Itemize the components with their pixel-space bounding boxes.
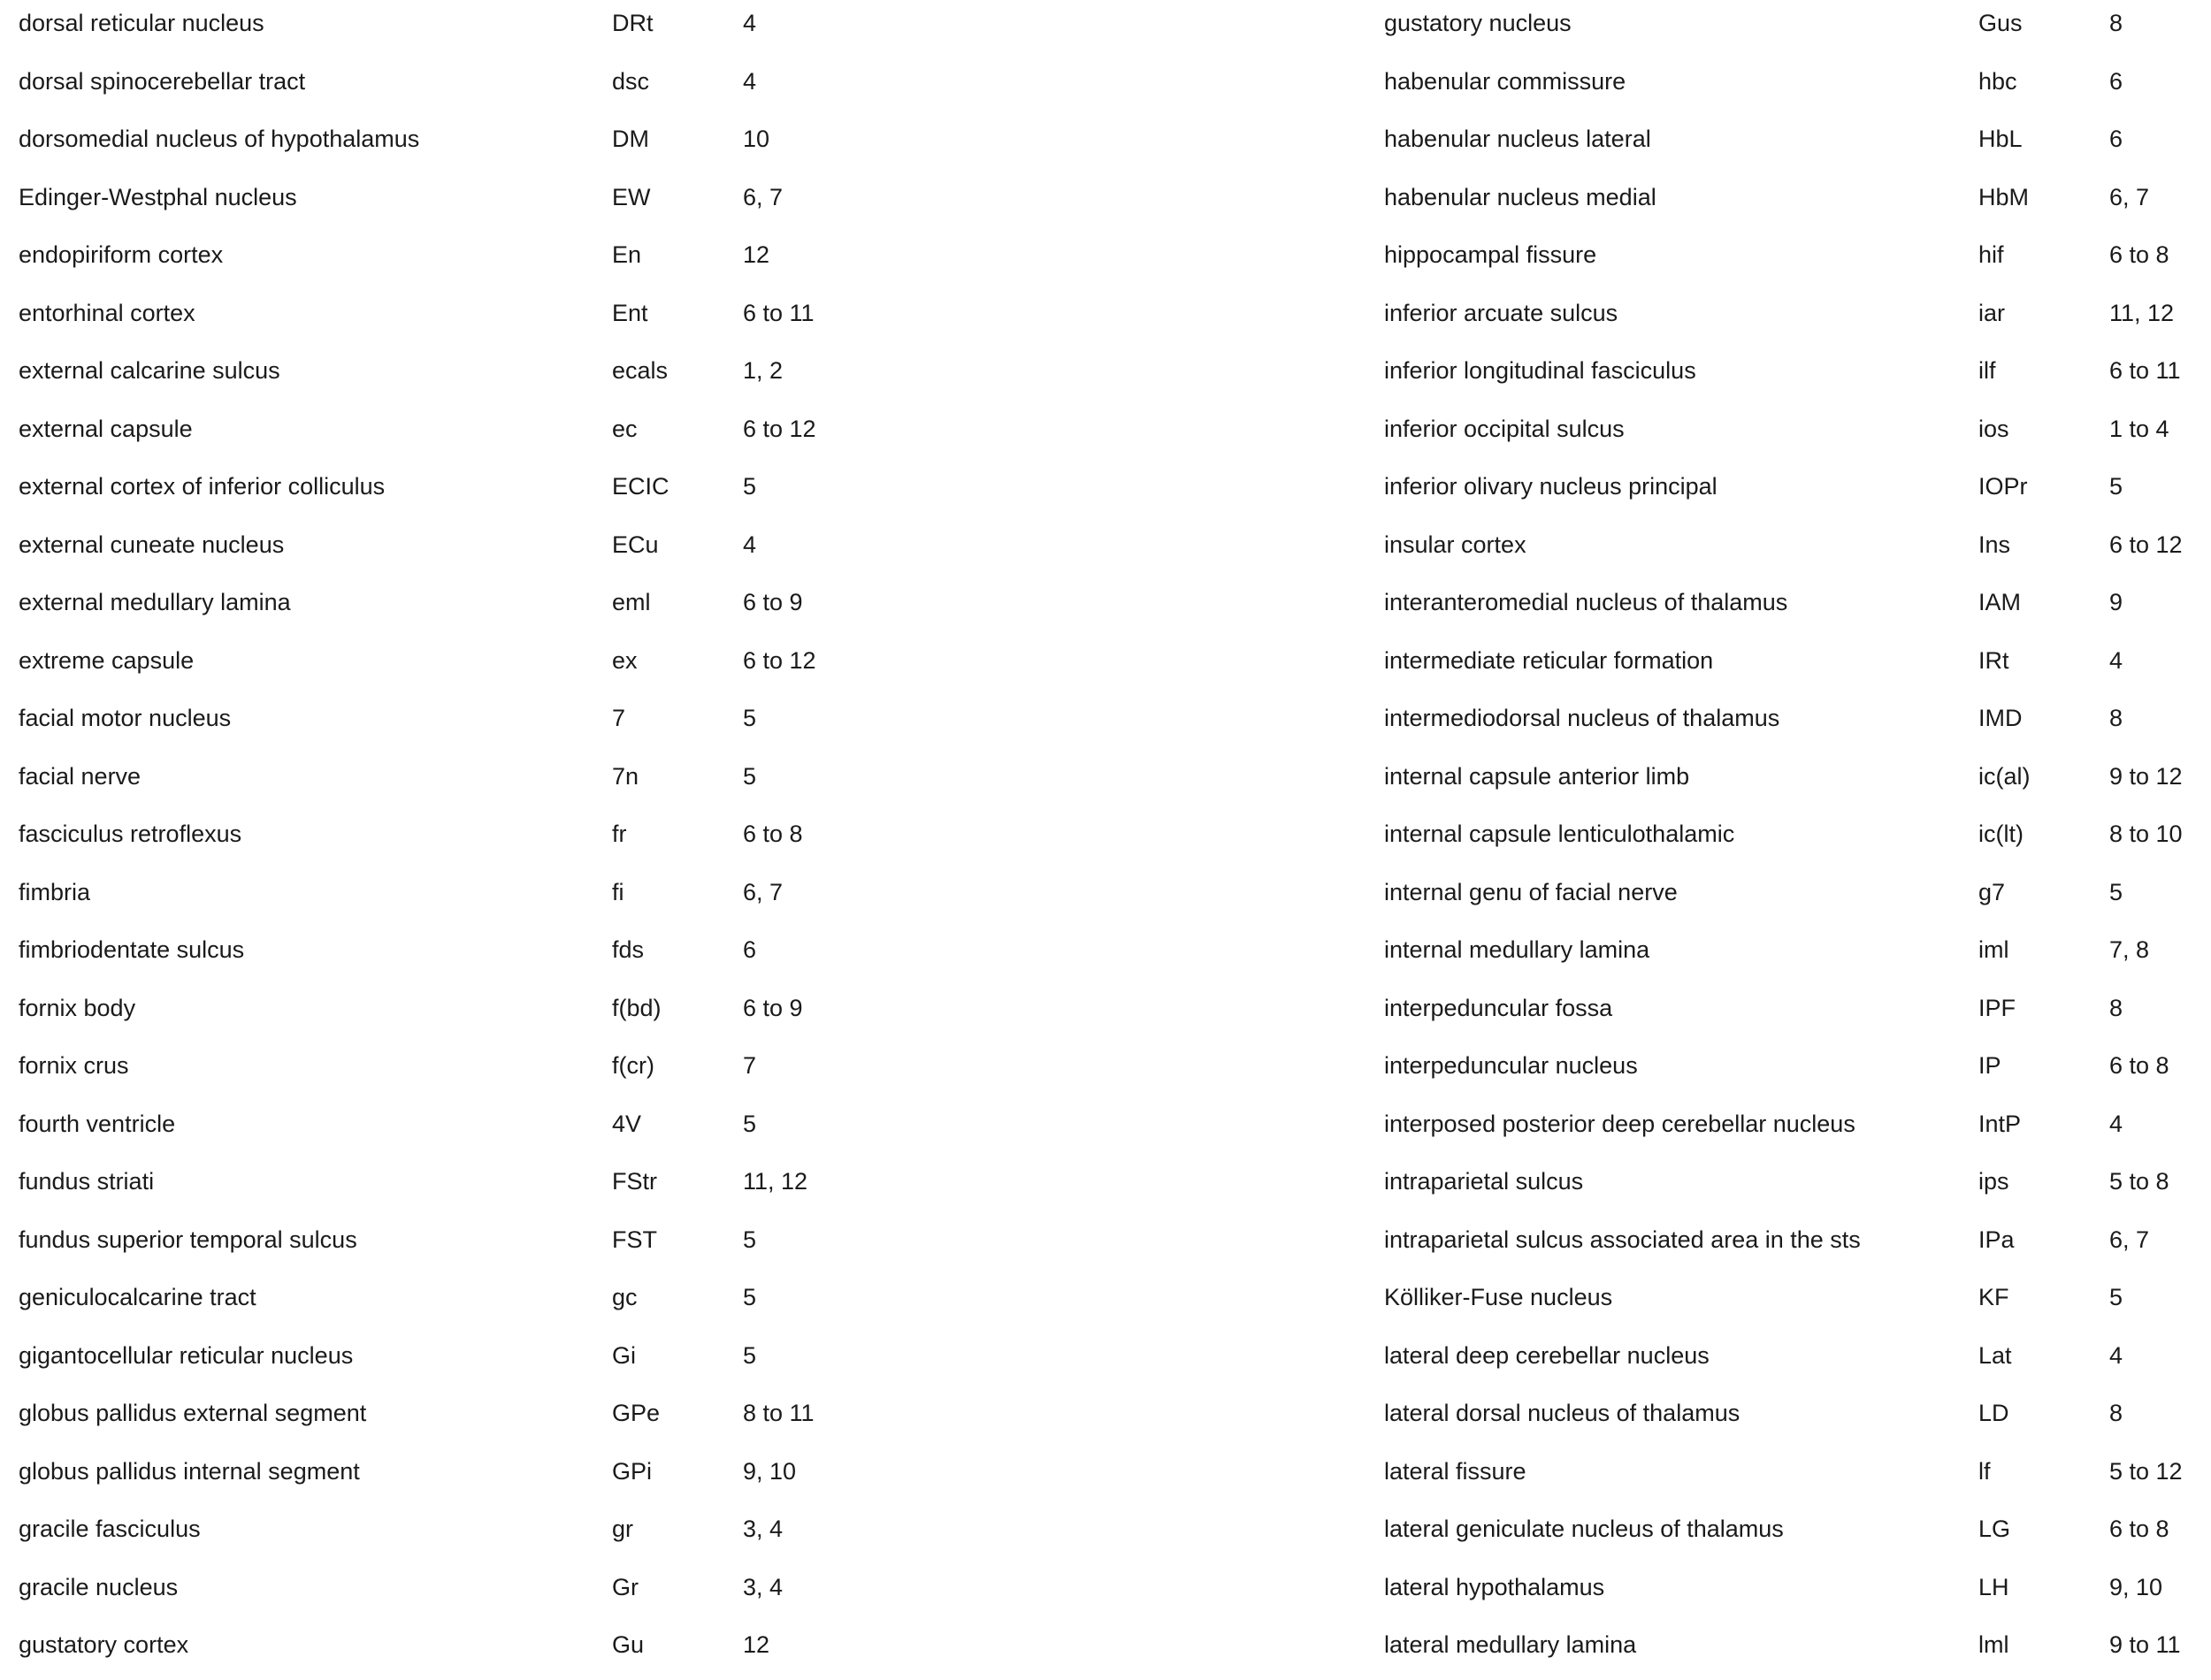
structure-name: extreme capsule: [19, 646, 195, 674]
figure-numbers: 6 to 9: [743, 589, 803, 615]
abbreviation: IP: [1978, 1052, 2001, 1079]
abbreviation: Lat: [1978, 1341, 2012, 1369]
structure-name: interpeduncular nucleus: [1384, 1052, 1638, 1079]
figure-numbers: 6 to 12: [743, 415, 816, 442]
abbreviation: EW: [612, 183, 651, 210]
figure-numbers: 11, 12: [743, 1168, 808, 1195]
figure-numbers: 5: [743, 762, 757, 790]
abbreviation: IAM: [1978, 589, 2022, 615]
abbreviation: HbM: [1978, 183, 2030, 210]
figure-numbers: 5: [2109, 878, 2123, 905]
structure-name: geniculocalcarine tract: [19, 1284, 256, 1310]
structure-name: fundus superior temporal sulcus: [19, 1226, 357, 1253]
structure-name: lateral geniculate nucleus of thalamus: [1384, 1516, 1784, 1542]
figure-numbers: 6, 7: [743, 183, 784, 210]
figure-numbers: 5: [743, 1110, 757, 1137]
figure-numbers: 5 to 12: [2109, 1457, 2183, 1485]
abbreviation: FStr: [612, 1168, 657, 1195]
structure-name: internal capsule anterior limb: [1384, 762, 1690, 790]
figure-numbers: 6 to 8: [2109, 1516, 2169, 1542]
figure-numbers: 6 to 12: [743, 646, 816, 674]
figure-numbers: 6: [2109, 126, 2123, 152]
structure-name: lateral dorsal nucleus of thalamus: [1384, 1400, 1740, 1426]
abbreviation: lml: [1978, 1631, 2009, 1658]
structure-name: fimbria: [19, 878, 91, 905]
abbreviation: IRt: [1978, 646, 2009, 674]
figure-numbers: 6 to 11: [2109, 357, 2181, 384]
structure-name: facial motor nucleus: [19, 705, 232, 731]
figure-numbers: 10: [743, 126, 770, 152]
abbreviation: DRt: [612, 10, 654, 36]
abbreviation: ic(al): [1978, 762, 2031, 790]
abbreviation: ic(lt): [1978, 821, 2024, 847]
abbreviation: ios: [1978, 415, 2009, 442]
figure-numbers: 8 to 11: [743, 1400, 815, 1426]
figure-numbers: 4: [2109, 1341, 2123, 1369]
structure-name: Edinger-Westphal nucleus: [19, 183, 297, 210]
abbreviation: dsc: [612, 67, 650, 95]
structure-name: external cuneate nucleus: [19, 531, 285, 558]
figure-numbers: 9 to 12: [2109, 762, 2183, 790]
figure-numbers: 3, 4: [743, 1516, 784, 1542]
abbreviation: Gi: [612, 1341, 636, 1369]
structure-name: fimbriodentate sulcus: [19, 936, 245, 963]
structure-name: dorsal reticular nucleus: [19, 10, 264, 36]
figure-numbers: 6: [2109, 67, 2123, 95]
structure-name: fundus striati: [19, 1168, 155, 1195]
figure-numbers: 6 to 8: [2109, 241, 2169, 268]
figure-numbers: 3, 4: [743, 1573, 784, 1600]
structure-name: fornix body: [19, 994, 136, 1021]
structure-name: facial nerve: [19, 762, 142, 790]
structure-name: gustatory cortex: [19, 1631, 189, 1658]
abbreviation: FST: [612, 1226, 657, 1253]
figure-numbers: 4: [743, 531, 757, 558]
abbreviation: fr: [612, 821, 627, 847]
structure-name: fourth ventricle: [19, 1110, 176, 1137]
abbreviation: IPa: [1978, 1226, 2015, 1253]
abbreviation: fi: [612, 878, 624, 905]
figure-numbers: 4: [2109, 1110, 2123, 1137]
structure-name: gigantocellular reticular nucleus: [19, 1341, 354, 1369]
structure-name: gracile fasciculus: [19, 1516, 201, 1542]
structure-name: external cortex of inferior colliculus: [19, 473, 386, 500]
structure-name: globus pallidus external segment: [19, 1400, 367, 1426]
figure-numbers: 8 to 10: [2109, 821, 2183, 847]
figure-numbers: 1, 2: [743, 357, 784, 384]
figure-numbers: 12: [743, 1631, 770, 1658]
structure-name: intermediodorsal nucleus of thalamus: [1384, 705, 1780, 731]
figure-numbers: 6 to 8: [743, 821, 803, 847]
abbreviation: 4V: [612, 1110, 642, 1137]
structure-name: entorhinal cortex: [19, 299, 195, 326]
abbreviation: g7: [1978, 878, 2006, 905]
structure-name: internal genu of facial nerve: [1384, 878, 1678, 905]
abbreviation: iar: [1978, 299, 2006, 326]
figure-numbers: 6, 7: [2109, 1226, 2150, 1253]
figure-numbers: 5: [2109, 1284, 2123, 1310]
structure-name: globus pallidus internal segment: [19, 1457, 360, 1485]
abbreviation: Ins: [1978, 531, 2011, 558]
figure-numbers: 6, 7: [2109, 183, 2150, 210]
structure-name: interanteromedial nucleus of thalamus: [1384, 589, 1788, 615]
abbreviation: HbL: [1978, 126, 2023, 152]
figure-numbers: 7: [743, 1052, 757, 1079]
abbreviation: gc: [612, 1284, 638, 1310]
figure-numbers: 5: [743, 1341, 757, 1369]
structure-name: external capsule: [19, 415, 193, 442]
abbreviation: LD: [1978, 1400, 2009, 1426]
structure-name: external calcarine sulcus: [19, 357, 280, 384]
figure-numbers: 8: [2109, 994, 2123, 1021]
structure-name: internal capsule lenticulothalamic: [1384, 821, 1735, 847]
structure-name: intraparietal sulcus associated area in the sts: [1384, 1226, 1861, 1253]
figure-numbers: 8: [2109, 10, 2123, 36]
abbreviation: IPF: [1978, 994, 2016, 1021]
figure-numbers: 9, 10: [743, 1457, 797, 1485]
abbreviation: GPe: [612, 1400, 661, 1426]
structure-name: fornix crus: [19, 1052, 129, 1079]
abbreviation: LH: [1978, 1573, 2009, 1600]
structure-name: endopiriform cortex: [19, 241, 224, 268]
abbreviation: IntP: [1978, 1110, 2022, 1137]
structure-name: dorsal spinocerebellar tract: [19, 67, 306, 95]
abbreviation: 7: [612, 705, 626, 731]
figure-numbers: 8: [2109, 705, 2123, 731]
abbreviation: KF: [1978, 1284, 2009, 1310]
structure-name: lateral fissure: [1384, 1457, 1526, 1485]
abbreviation: hbc: [1978, 67, 2017, 95]
figure-numbers: 9, 10: [2109, 1573, 2163, 1600]
abbreviation: ECu: [612, 531, 659, 558]
figure-numbers: 9 to 11: [2109, 1631, 2181, 1658]
abbreviation: f(cr): [612, 1052, 654, 1079]
figure-numbers: 1 to 4: [2109, 415, 2169, 442]
abbreviation: lf: [1978, 1457, 1991, 1485]
structure-name: intraparietal sulcus: [1384, 1168, 1584, 1195]
figure-numbers: 6 to 12: [2109, 531, 2183, 558]
structure-name: inferior longitudinal fasciculus: [1384, 357, 1696, 384]
structure-name: internal medullary lamina: [1384, 936, 1650, 963]
figure-numbers: 6 to 11: [743, 299, 815, 326]
figure-numbers: 4: [743, 67, 757, 95]
figure-numbers: 6 to 8: [2109, 1052, 2169, 1079]
abbreviation: hif: [1978, 241, 2004, 268]
abbreviation: iml: [1978, 936, 2009, 963]
figure-numbers: 4: [2109, 646, 2123, 674]
structure-name: lateral medullary lamina: [1384, 1631, 1637, 1658]
figure-numbers: 8: [2109, 1400, 2123, 1426]
abbreviation: f(bd): [612, 994, 662, 1021]
abbreviation: ips: [1978, 1168, 2009, 1195]
abbreviation: gr: [612, 1516, 634, 1542]
abbreviation: Ent: [612, 299, 648, 326]
figure-numbers: 5 to 8: [2109, 1168, 2169, 1195]
structure-name: habenular nucleus lateral: [1384, 126, 1651, 152]
abbreviation: GPi: [612, 1457, 653, 1485]
figure-numbers: 5: [743, 473, 757, 500]
abbreviation: IMD: [1978, 705, 2023, 731]
abbreviation: En: [612, 241, 642, 268]
abbreviation: 7n: [612, 762, 639, 790]
structure-name: gustatory nucleus: [1384, 10, 1572, 36]
structure-name: intermediate reticular formation: [1384, 646, 1714, 674]
abbreviation: LG: [1978, 1516, 2011, 1542]
structure-name: external medullary lamina: [19, 589, 291, 615]
structure-name: gracile nucleus: [19, 1573, 179, 1600]
structure-name: interposed posterior deep cerebellar nucleus: [1384, 1110, 1855, 1137]
abbreviation: DM: [612, 126, 649, 152]
abbreviation: Gr: [612, 1573, 639, 1600]
figure-numbers: 5: [743, 1284, 757, 1310]
abbreviation: ilf: [1978, 357, 1996, 384]
abbreviation: ECIC: [612, 473, 669, 500]
structure-name: fasciculus retroflexus: [19, 821, 242, 847]
figure-numbers: 11, 12: [2109, 299, 2175, 326]
figure-numbers: 6: [743, 936, 757, 963]
figure-numbers: 5: [743, 1226, 757, 1253]
figure-numbers: 6 to 9: [743, 994, 803, 1021]
figure-numbers: 9: [2109, 589, 2123, 615]
figure-numbers: 4: [743, 10, 757, 36]
structure-name: inferior olivary nucleus principal: [1384, 473, 1718, 500]
abbreviation: eml: [612, 589, 651, 615]
abbreviation: ex: [612, 646, 638, 674]
structure-name: inferior occipital sulcus: [1384, 415, 1625, 442]
structure-name: habenular commissure: [1384, 67, 1626, 95]
structure-name: interpeduncular fossa: [1384, 994, 1613, 1021]
abbreviation: fds: [612, 936, 645, 963]
figure-numbers: 5: [743, 705, 757, 731]
structure-name: lateral deep cerebellar nucleus: [1384, 1341, 1710, 1369]
abbreviation: ec: [612, 415, 638, 442]
figure-numbers: 6, 7: [743, 878, 784, 905]
structure-name: lateral hypothalamus: [1384, 1573, 1605, 1600]
structure-name: habenular nucleus medial: [1384, 183, 1656, 210]
figure-numbers: 7, 8: [2109, 936, 2150, 963]
abbreviation: Gus: [1978, 10, 2023, 36]
structure-name: Kölliker-Fuse nucleus: [1384, 1284, 1613, 1310]
figure-numbers: 12: [743, 241, 770, 268]
structure-name: dorsomedial nucleus of hypothalamus: [19, 126, 420, 152]
structure-name: insular cortex: [1384, 531, 1526, 558]
structure-name: inferior arcuate sulcus: [1384, 299, 1618, 326]
structure-name: hippocampal fissure: [1384, 241, 1597, 268]
abbreviation: Gu: [612, 1631, 645, 1658]
abbreviation: IOPr: [1978, 473, 2028, 500]
abbreviation: ecals: [612, 357, 669, 384]
figure-numbers: 5: [2109, 473, 2123, 500]
